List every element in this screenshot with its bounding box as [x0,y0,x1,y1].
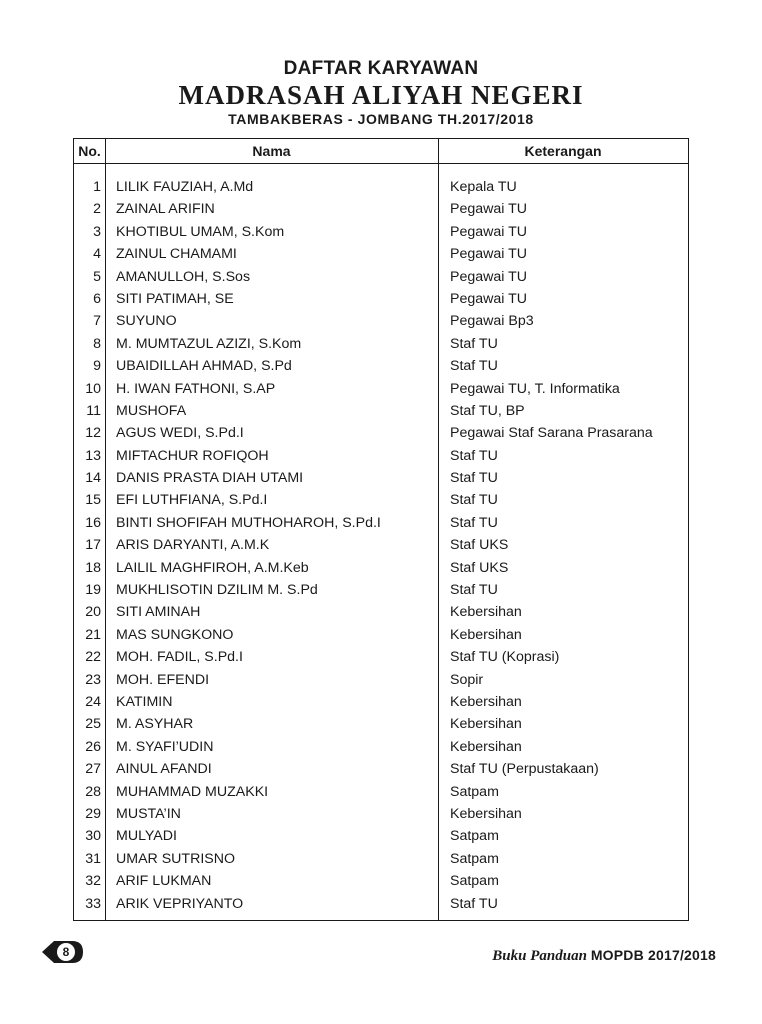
employee-name: ARIS DARYANTI, A.M.K [116,537,270,554]
table-row [74,825,690,847]
employee-name: AMANULLOH, S.Sos [116,268,251,285]
employee-name: M. ASYHAR [116,716,194,733]
employee-name: ZAINUL CHAMAMI [116,246,237,263]
employee-name: H. IWAN FATHONI, S.AP [116,380,276,397]
table-row [74,176,690,198]
row-number: 6 [93,290,101,307]
table-body [74,176,690,915]
employee-name: MOH. FADIL, S.Pd.I [116,649,243,666]
table-row [74,512,690,534]
row-number: 29 [85,805,101,822]
employee-role: Pegawai TU [450,290,528,307]
table-row [74,624,690,646]
employee-role: Staf TU (Perpustakaan) [450,761,599,778]
institution-name: MADRASAH ALIYAH NEGERI [178,80,584,110]
row-number: 19 [85,582,101,599]
table-row [74,355,690,377]
employee-role: Kebersihan [450,693,522,710]
employee-name: LAILIL MAGHFIROH, A.M.Keb [116,559,309,576]
footer-script-text: Buku Panduan [492,948,587,964]
footer-bold-text: MOPDB 2017/2018 [590,947,716,963]
row-number: 23 [85,671,101,688]
row-number: 20 [85,604,101,621]
employee-role: Pegawai TU [450,268,528,285]
table-row [74,243,690,265]
employee-role: Kebersihan [450,626,522,643]
employee-role: Pegawai Bp3 [450,313,534,330]
row-number: 2 [93,201,101,218]
table-row [74,288,690,310]
table-row [74,601,690,623]
employee-role: Satpam [450,850,499,867]
row-number: 8 [93,335,101,352]
row-number: 22 [85,649,101,666]
employee-role: Pegawai Staf Sarana Prasarana [450,425,653,442]
table-row [74,198,690,220]
employee-role: Pegawai TU [450,201,528,218]
table-row [74,736,690,758]
row-number: 28 [85,783,101,800]
table-row [74,579,690,601]
employee-role: Kebersihan [450,604,522,621]
employee-role: Pegawai TU, T. Informatika [450,380,620,397]
employee-role: Satpam [450,828,499,845]
employee-role: Pegawai TU [450,223,528,240]
table-row [74,781,690,803]
row-number: 21 [85,626,101,643]
table-row [74,893,690,915]
employee-role: Staf TU [450,582,498,599]
employee-name: ZAINAL ARIFIN [116,201,215,218]
row-number: 5 [93,268,101,285]
employee-name: ARIK VEPRIYANTO [116,895,244,912]
row-number: 1 [93,179,101,195]
table-row [74,489,690,511]
row-number: 12 [85,425,101,442]
table-row [74,713,690,735]
header-no: No. [78,143,101,159]
header-keterangan: Keterangan [524,143,602,159]
employee-name: SITI PATIMAH, SE [116,290,234,307]
row-number: 15 [85,492,101,509]
employee-role: Staf TU [450,470,498,487]
row-number: 7 [93,313,101,330]
table-row [74,870,690,892]
employee-role: Sopir [450,671,484,688]
row-number: 31 [85,850,101,867]
table-row [74,467,690,489]
table-row [74,310,690,332]
document-title: DAFTAR KARYAWAN [283,58,479,79]
employee-role: Staf TU [450,358,498,375]
employee-role: Kebersihan [450,738,522,755]
row-number: 18 [85,559,101,576]
row-number: 25 [85,716,101,733]
employee-role: Kepala TU [450,179,517,195]
employee-name: UMAR SUTRISNO [116,850,236,867]
employee-name: MOH. EFENDI [116,671,210,688]
table-row [74,333,690,355]
row-number: 27 [85,761,101,778]
employee-role: Staf UKS [450,537,509,554]
employee-name: M. MUMTAZUL AZIZI, S.Kom [116,335,302,352]
row-number: 30 [85,828,101,845]
table-row [74,445,690,467]
footer-book-title [492,947,716,965]
employee-table [73,138,689,921]
row-number: 13 [85,447,101,464]
employee-name: SITI AMINAH [116,604,201,621]
row-number: 16 [85,514,101,531]
table-row [74,691,690,713]
row-number: 32 [85,873,101,890]
row-number: 9 [93,358,101,375]
table-row [74,803,690,825]
employee-role: Kebersihan [450,716,522,733]
table-row [74,758,690,780]
employee-name: EFI LUTHFIANA, S.Pd.I [116,492,268,509]
employee-name: MUSTA’IN [116,805,181,822]
employee-role: Kebersihan [450,805,522,822]
employee-name: MIFTACHUR ROFIQOH [116,447,269,464]
employee-name: ARIF LUKMAN [116,873,212,890]
table-row [74,646,690,668]
employee-role: Satpam [450,873,499,890]
employee-name: MAS SUNGKONO [116,626,234,643]
employee-name: LILIK FAUZIAH, A.Md [116,179,254,195]
employee-role: Staf TU [450,514,498,531]
table-row [74,534,690,556]
employee-name: KATIMIN [116,693,173,710]
row-number: 26 [85,738,101,755]
header-nama: Nama [252,143,291,159]
employee-name: KHOTIBUL UMAM, S.Kom [116,223,285,240]
employee-role: Staf TU, BP [450,402,525,419]
employee-name: BINTI SHOFIFAH MUTHOHAROH, S.Pd.I [116,514,381,531]
employee-name: MULYADI [116,828,177,845]
employee-name: MUSHOFA [116,402,187,419]
table-row [74,221,690,243]
row-number: 24 [85,693,101,710]
row-number: 10 [85,380,101,397]
page-number: 8 [62,945,70,959]
employee-name: MUHAMMAD MUZAKKI [116,783,269,800]
row-number: 17 [85,537,101,554]
table-row [74,266,690,288]
employee-name: AGUS WEDI, S.Pd.I [116,425,244,442]
location-year: TAMBAKBERAS - JOMBANG TH.2017/2018 [228,111,534,127]
employee-role: Staf TU [450,492,498,509]
employee-role: Staf TU [450,335,498,352]
table-row [74,422,690,444]
employee-name: SUYUNO [116,313,177,330]
employee-role: Staf TU [450,895,498,912]
employee-role: Pegawai TU [450,246,528,263]
row-number: 33 [85,895,101,912]
employee-name: UBAIDILLAH AHMAD, S.Pd [116,358,292,375]
employee-role: Staf UKS [450,559,509,576]
row-number: 4 [93,246,101,263]
table-row [74,557,690,579]
table-row [74,400,690,422]
row-number: 3 [93,223,101,240]
row-number: 11 [86,402,101,419]
row-number: 14 [85,470,101,487]
employee-name: AINUL AFANDI [116,761,212,778]
employee-name: MUKHLISOTIN DZILIM M. S.Pd [116,582,318,599]
employee-role: Staf TU [450,447,498,464]
table-row [74,378,690,400]
employee-name: DANIS PRASTA DIAH UTAMI [116,470,304,487]
table-row [74,669,690,691]
employee-role: Staf TU (Koprasi) [450,649,560,666]
header-divider [74,163,688,164]
employee-role: Satpam [450,783,499,800]
employee-name: M. SYAFI’UDIN [116,738,214,755]
table-row [74,848,690,870]
